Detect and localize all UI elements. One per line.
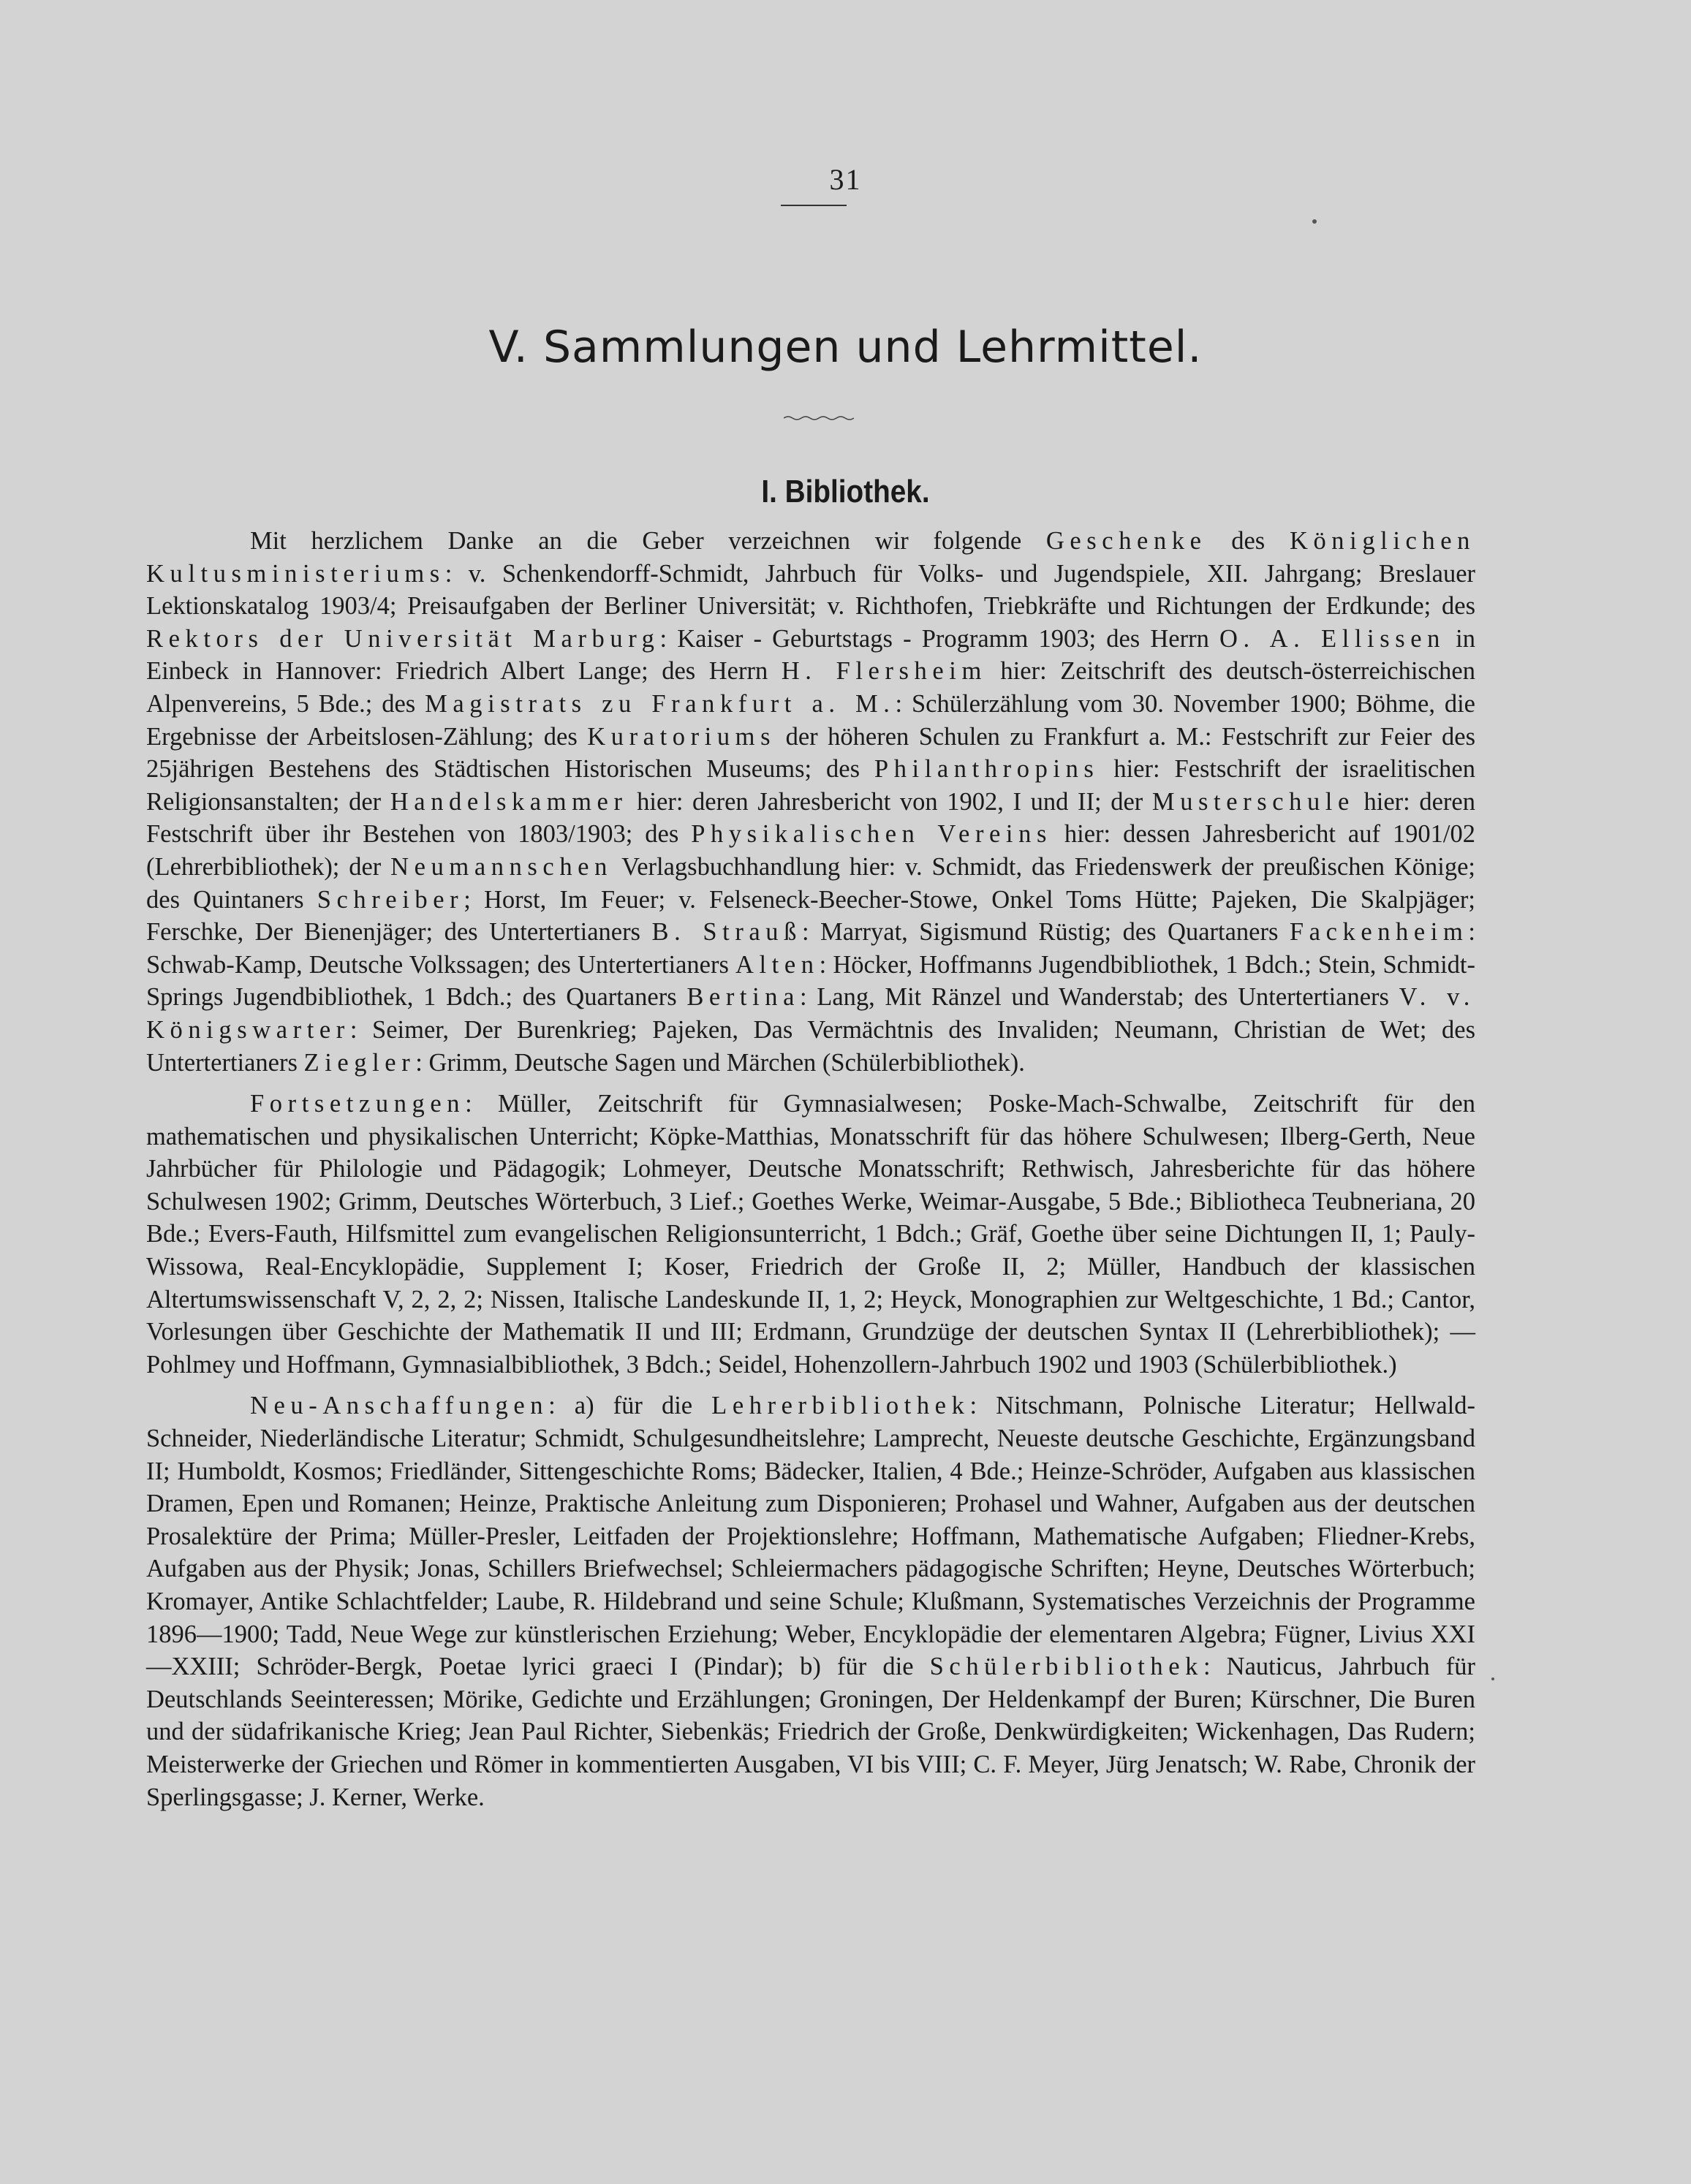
spaced-emphasis: Philanthropins — [874, 755, 1100, 784]
spaced-emphasis: Musterschule — [1151, 787, 1355, 816]
text-run: : Nauticus, Jahrbuch für Deutschlands Seeinteressen; Mörike, Gedichte und Erzählungen; Groningen, Der Heldenkampf der Buren; Kürschner, Die Buren und der südafrikanische Krieg; Jean Paul Richter, Siebenkäs; Friedrich der Große, Denkwürdigkeiten; Wickenhagen, Das Rudern; Meisterwerke der Griechen und Römer in kommentierten Ausgaben, VI bis VIII; C. F. Meyer, Jürg Jenatsch; W. Rabe, Chronik der Sperlingsgasse; J. Kerner, Werke. — [146, 1653, 1475, 1811]
text-run: ; Horst, Im Feuer; v. Felseneck-Beecher-Stowe, Onkel Toms Hütte; Pajeken, Die Skalpjäger; Ferschke, Der Bienenjäger; des Untertertianers — [146, 885, 1475, 947]
spaced-emphasis: Magistrats zu Frankfurt a. M. — [425, 689, 896, 718]
text-run: : Nitschmann, Polnische Literatur; Hellwald-Schneider, Niederländische Literatur; Schmidt, Schulgesundheitslehre; Lamprecht, Neueste deutsche Geschichte, Ergänzungsband II; Humboldt, Kosmos; Friedländer, Sittengeschichte Roms; Bädecker, Italien, 4 Bde.; Heinze-Schröder, Aufgaben aus klassischen Dramen, Epen und Romanen; Heinze, Praktische Anleitung zum Disponieren; Prohasel und Wahner, Aufgaben aus der deutschen Prosalektüre der Prima; Müller-Presler, Leitfaden der Projektionslehre; Hoffmann, Mathematische Aufgaben; Fliedner-Krebs, Aufgaben aus der Physik; Jonas, Schillers Briefwechsel; Schleiermachers pädagogische Schriften; Heyne, Deutsches Wörterbuch; Kromayer, Antike Schlachtfelder; Laube, R. Hildebrand und seine Schule; Klußmann, Systematisches Verzeichnis der Programme 1896—1900; Tadd, Neue Wege zur künstlerischen Erziehung; Weber, Encyklopädie der elementaren Algebra; Fügner, Livius XXI—XXIII; Schröder-Bergk, Poetae lyrici graeci I (Pindar); b) für die — [146, 1392, 1475, 1681]
paragraph-fortsetzungen — [146, 1088, 1475, 1381]
text-run: hier: deren Jahresbericht von 1902, I und II; der — [627, 787, 1152, 816]
text-run: : Grimm, Deutsche Sagen und Märchen (Schülerbibliothek). — [415, 1048, 1025, 1077]
paragraph-geschenke — [146, 525, 1475, 1079]
text-run: : v. Schenkendorff-Schmidt, Jahrbuch für Volks- und Jugendspiele, XII. Jahrgang; Breslauer Lektionskatalog 1903/4; Preisaufgaben der Berliner Universität; v. Richthofen, Triebkräfte und Richtungen der Erdkunde; des — [146, 559, 1475, 621]
text-run: Mit herzlichem Danke an die Geber verzeichnen wir folgende — [250, 527, 1046, 555]
text-run: : Seimer, Der Burenkrieg; Pajeken, Das Vermächtnis des Invaliden; Neumann, Christian de Wet; des Untertertianers — [146, 1015, 1475, 1077]
text-run: : Höcker, Hoffmanns Jugendbibliothek, 1 Bdch.; Stein, Schmidt-Springs Jugendbibliothek, 1 Bdch.; des Quartaners — [146, 950, 1475, 1012]
spaced-emphasis: Schülerbibliothek — [929, 1653, 1203, 1681]
page-number: 31 — [829, 163, 862, 196]
spaced-emphasis: B. Strauß — [651, 918, 802, 947]
spaced-emphasis: H. Flersheim — [781, 657, 987, 686]
paragraph-neu-anschaffungen — [146, 1389, 1475, 1813]
body-text — [146, 525, 1475, 1813]
spaced-emphasis: Fackenheim — [1289, 918, 1469, 947]
chapter-title: V. Sammlungen und Lehrmittel. — [488, 322, 1203, 373]
text-run: : Schülerzählung vom 30. November 1900; Böhme, die Ergebnisse der Arbeitslosen-Zählung; des — [146, 689, 1475, 751]
text-run: Verlagsbuchhandlung hier: v. Schmidt, das Friedenswerk der preußischen Könige; des Quintaners — [146, 852, 1476, 914]
spaced-emphasis: Alten — [735, 950, 820, 979]
text-run: der höheren Schulen zu Frankfurt a. M.: Festschrift zur Feier des 25jährigen Bestehens des Städtischen Historischen Museums; des — [146, 722, 1475, 784]
spaced-emphasis: Fortsetzungen — [250, 1090, 466, 1118]
spaced-emphasis: O. A. Ellissen — [1219, 624, 1446, 653]
chapter-ornament — [784, 415, 854, 421]
spaced-emphasis: Königlichen Kultusministeriums — [146, 527, 1475, 588]
paper-speck — [1312, 219, 1317, 224]
text-run: : Müller, Zeitschrift für Gymnasialwesen; Poske-Mach-Schwalbe, Zeitschrift für den mathematischen und physikalischen Unterricht; Köpke-Matthias, Monatsschrift für das höhere Schulwesen; Ilberg-Gerth, Neue Jahrbücher für Philologie und Pädagogik; Lohmeyer, Deutsche Monatsschrift; Rethwisch, Jahresberichte für das höhere Schulwesen 1902; Grimm, Deutsches Wörterbuch, 3 Lief.; Goethes Werke, Weimar-Ausgabe, 5 Bde.; Bibliotheca Teubneriana, 20 Bde.; Evers-Fauth, Hilfsmittel zum evangelischen Religionsunterricht, 1 Bdch.; Gräf, Goethe über seine Dichtungen II, 1; Pauly-Wissowa, Real-Encyklopädie, Supplement I; Koser, Friedrich der Große II, 2; Müller, Handbuch der klassischen Altertumswissenschaft V, 2, 2, 2; Nissen, Italische Landeskunde II, 1, 2; Heyck, Monographien zur Weltgeschichte, 1 Bd.; Cantor, Vorlesungen über Geschichte der Mathematik II und III; Erdmann, Grundzüge der deutschen Syntax II (Lehrerbibliothek); — Pohlmey und Hoffmann, Gymnasialbibliothek, 3 Bdch.; Seidel, Hohenzollern-Jahrbuch 1902 und 1903 (Schülerbibliothek.) — [146, 1090, 1475, 1379]
text-run: hier: Festschrift der israelitischen Religionsanstalten; der — [146, 755, 1475, 816]
spaced-emphasis: Handelskammer — [390, 787, 628, 816]
spaced-emphasis: Geschenke — [1045, 527, 1207, 555]
spaced-emphasis: Physikalischen Vereins — [691, 820, 1052, 849]
spaced-emphasis: Neumannschen — [390, 852, 613, 881]
text-run: hier: deren Festschrift über ihr Bestehen von 1803/1903; des — [146, 787, 1475, 849]
text-run: in Einbeck in Hannover: Friedrich Albert Lange; des Herrn — [146, 624, 1476, 686]
spaced-emphasis: V. v. Königswarter — [146, 983, 1475, 1044]
page-number-rule — [781, 205, 847, 206]
text-run: : a) für die — [548, 1392, 712, 1420]
text-run: hier: dessen Jahresbericht auf 1901/02 (Lehrerbibliothek); der — [146, 820, 1475, 881]
text-run: : Schwab-Kamp, Deutsche Volkssagen; des Untertertianers — [146, 918, 1475, 979]
spaced-emphasis: Kuratoriums — [587, 722, 776, 751]
spaced-emphasis: Lehrerbibliothek — [711, 1392, 970, 1420]
spaced-emphasis: Schreiber — [317, 885, 464, 914]
text-run: : Kaiser - Geburtstags - Programm 1903; des Herrn — [659, 624, 1220, 653]
text-run: : Lang, Mit Ränzel und Wanderstab; des Untertertianers — [800, 983, 1399, 1012]
text-run: : Marryat, Sigismund Rüstig; des Quartaners — [801, 918, 1290, 947]
text-run: hier: Zeitschrift des deutsch-österreichischen Alpenvereins, 5 Bde.; des — [146, 657, 1475, 718]
spaced-emphasis: Ziegler — [303, 1048, 416, 1077]
spaced-emphasis: Rektors der Universität Marburg — [146, 624, 660, 653]
paper-speck — [1491, 1677, 1494, 1680]
spaced-emphasis: Neu-Anschaffungen — [250, 1392, 549, 1420]
text-run: des — [1206, 527, 1290, 555]
section-heading: I. Bibliothek. — [761, 474, 930, 509]
spaced-emphasis: Bertina — [686, 983, 800, 1012]
